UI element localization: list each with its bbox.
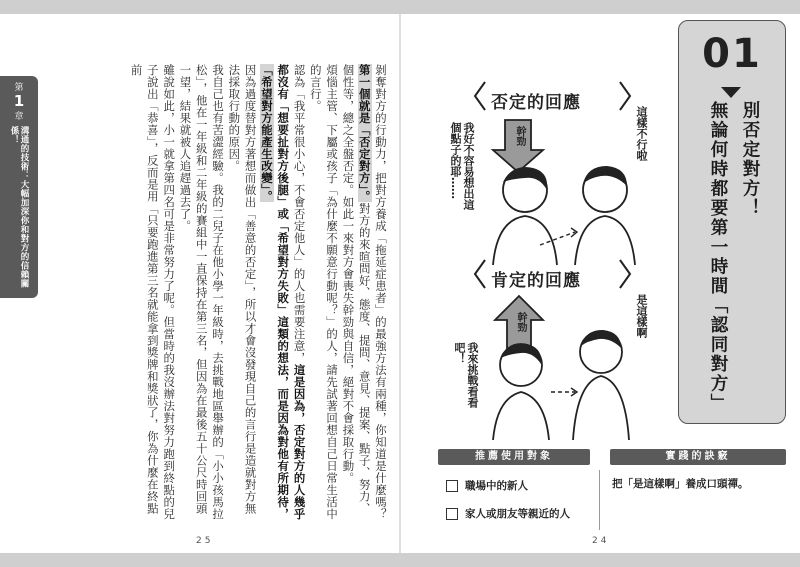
recommend-item-label: 家人或朋友等親近的人 — [465, 508, 570, 520]
positive-response-heading: 肯定的回應 — [491, 271, 581, 291]
title-line-2: 無論何時都要第一時間「認同對方」 — [708, 101, 728, 413]
triangle-icon — [721, 87, 741, 98]
negative-speech-right: 這樣不行啦 — [635, 106, 648, 161]
person-body-icon — [575, 216, 635, 265]
chapter-prefix: 第 — [14, 83, 24, 93]
paragraph-1: 剝奪對方的行動力，把對方養成「拖延症患者」的最強方法有兩種，你知道是什麼嗎？ — [374, 64, 388, 520]
bottom-band — [0, 553, 800, 567]
positive-speech-right: 是這樣啊 — [635, 294, 648, 338]
emphasis-text: 這是因為，否定對方的人幾乎都沒有「想要扯對方後腿」或「希望對方失敗」這類的想法，而是因為對他有所期待， — [276, 64, 307, 520]
negative-response-heading: 否定的回應 — [491, 93, 581, 113]
person-body-icon — [493, 392, 549, 440]
title-line-1: 別否定對方！ — [740, 101, 760, 218]
recommend-item — [446, 506, 570, 521]
paragraph-2-rest: 對方的來暄問好、態度、提問、意見、提案、點子、努力、個性等，總之全盤否定。如此一來對方會喪失幹勁與自信，絕對不會採取行動。 — [341, 64, 372, 515]
chapter-number: 1 — [13, 92, 25, 110]
paragraph-4 — [259, 64, 308, 524]
bracket-left-icon — [475, 82, 485, 110]
chapter-title: 溝通的技術：大幅加深你和對方的信賴關係！ — [9, 126, 29, 288]
paragraph-4-start: 認為「我平常很小心，不會否定他人」的人也需要注意， — [292, 64, 307, 364]
person-body-icon — [493, 216, 557, 265]
positive-arrow-label: 幹勁 — [515, 312, 526, 332]
recommend-box — [438, 449, 590, 465]
tips-box — [610, 449, 786, 465]
paragraph-6: 我自己也有苦澀經驗。我的二兒子在他小學一年級時，去挑戰地區舉辦的「小小孩馬拉松」，他在一年級和二年級的賽組中一直保持在第三名，但因為在最後五十公尺時回頭一望，結果就被人追趕過去了。 — [178, 64, 226, 520]
bracket-left-icon — [475, 260, 485, 288]
chapter-suffix: 章 — [14, 112, 24, 122]
negative-speech-left: 我好不容易想出這個點子的耶…… — [449, 122, 475, 210]
person-body-icon — [573, 376, 629, 440]
bracket-right-icon — [620, 82, 630, 110]
paragraph-5: 因為過度替對方著想而做出「善意的否定」，所以才會沒發現自己的言行是造就對方無法採取行動的原因。 — [227, 64, 258, 515]
recommend-item-label: 職場中的新人 — [465, 480, 528, 492]
tips-text: 把「是這樣啊」養成口頭禪。 — [612, 478, 749, 490]
page-number-right: 24 — [592, 536, 610, 546]
highlighted-text: 「希望對方能產生改變」。 — [259, 64, 274, 203]
illustration — [415, 80, 670, 440]
checkbox-icon — [446, 508, 458, 520]
box-divider — [599, 470, 600, 530]
book-spine — [399, 14, 401, 553]
paragraph-7: 雖說如此，小一就拿第四名可是非常努力了呢。但當時的我沒辦法對努力跑到終點的兒子說出「恭喜」，反而是用「只要跑進第三名就能拿到獎牌和獎狀了，你為什麼在終點前 — [129, 64, 177, 520]
tips-heading: 實踐的訣竅 — [610, 449, 786, 465]
recommend-heading: 推薦使用對象 — [438, 449, 590, 465]
recommend-item — [446, 478, 528, 493]
checkbox-icon — [446, 480, 458, 492]
section-number: 01 — [702, 31, 762, 77]
body-text — [44, 64, 389, 524]
top-band — [0, 0, 800, 14]
key-point: 第一個就是「否定對方」。 — [357, 64, 372, 203]
negative-arrow-label: 幹勁 — [514, 126, 525, 146]
paragraph-3: 煩惱主管、下屬或孩子「為什麼不願意行動呢？」的人，請先試著回想自己日常生活中的言行。 — [308, 64, 340, 520]
positive-speech-left: 我來挑戰看看吧！ — [453, 342, 479, 408]
paragraph-2 — [340, 64, 373, 524]
page-number-left: 25 — [196, 536, 214, 546]
chapter-tab — [0, 76, 38, 298]
title-card — [678, 20, 786, 424]
